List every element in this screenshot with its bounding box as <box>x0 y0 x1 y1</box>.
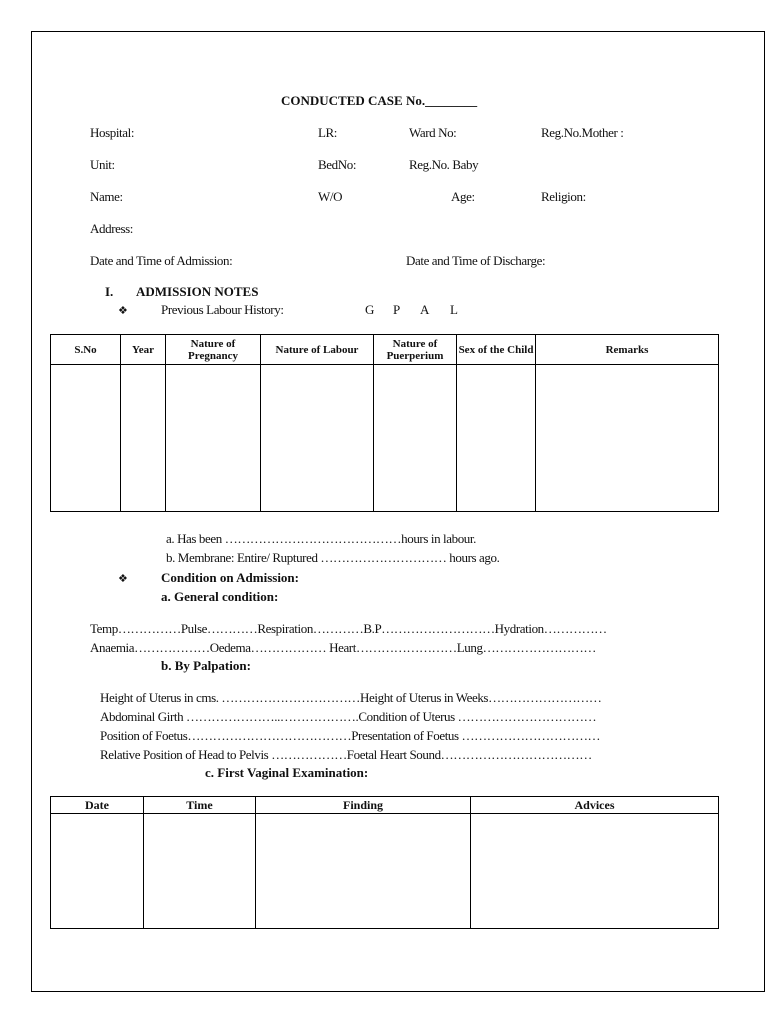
vaginal-exam-table <box>50 796 719 929</box>
age-label: Age: <box>451 189 475 204</box>
table-cell[interactable] <box>374 365 457 512</box>
table-header-row <box>51 797 719 814</box>
diamond-bullet-icon: ❖ <box>118 572 128 585</box>
form-title: CONDUCTED CASE No.________ <box>281 93 478 108</box>
col-sex-child: Sex of the Child <box>457 335 536 365</box>
col-time: Time <box>144 797 256 814</box>
col-nature-pregnancy: Nature of Pregnancy <box>166 335 261 365</box>
section-number: I. <box>105 284 114 299</box>
name-label: Name: <box>90 189 123 204</box>
table-row <box>51 814 719 929</box>
condition-title: Condition on Admission: <box>161 570 299 585</box>
discharge-label: Date and Time of Discharge: <box>406 253 546 268</box>
col-remarks: Remarks <box>536 335 719 365</box>
labour-history-label: Previous Labour History: <box>161 302 284 317</box>
table-cell[interactable] <box>256 814 471 929</box>
table-header-row <box>51 335 719 365</box>
diamond-bullet-icon: ❖ <box>118 304 128 317</box>
reg-mother-label: Reg.No.Mother : <box>541 125 624 140</box>
vaginal-exam-title: c. First Vaginal Examination: <box>205 765 369 780</box>
table-cell[interactable] <box>166 365 261 512</box>
gpal-a: A <box>420 302 430 317</box>
palpation-line-2: Abdominal Girth …………………..……………….Condition of Uterus …………………………… <box>100 709 597 724</box>
unit-label: Unit: <box>90 157 115 172</box>
gpal-p: P <box>393 302 401 317</box>
palpation-line-4: Relative Position of Head to Pelvis ………………Foetal Heart Sound……………………………… <box>100 747 592 762</box>
col-sno: S.No <box>51 335 121 365</box>
admission-label: Date and Time of Admission: <box>90 253 233 268</box>
hospital-label: Hospital: <box>90 125 135 140</box>
palpation-line-1: Height of Uterus in cms. ……………………………Height of Uterus in Weeks……………………… <box>100 690 602 705</box>
table-cell[interactable] <box>144 814 256 929</box>
table-cell[interactable] <box>471 814 719 929</box>
hours-in-labour-line: a. Has been ……………………………………hours in labour. <box>166 531 476 546</box>
table-cell[interactable] <box>261 365 374 512</box>
bed-no-label: BedNo: <box>318 157 357 172</box>
general-condition-line-1: Temp……………Pulse…………Respiration…………B.P………………………Hydration…………… <box>90 621 607 636</box>
table-cell[interactable] <box>51 365 121 512</box>
table-cell[interactable] <box>121 365 166 512</box>
address-label: Address: <box>90 221 134 236</box>
col-advices: Advices <box>471 797 719 814</box>
wo-label: W/O <box>318 189 343 204</box>
palpation-title: b. By Palpation: <box>161 658 251 673</box>
section-title: ADMISSION NOTES <box>136 284 259 299</box>
table-cell[interactable] <box>457 365 536 512</box>
col-nature-labour: Nature of Labour <box>261 335 374 365</box>
ward-no-label: Ward No: <box>409 125 457 140</box>
table-row <box>51 365 719 512</box>
col-year: Year <box>121 335 166 365</box>
labour-history-table <box>50 334 719 512</box>
membrane-line: b. Membrane: Entire/ Ruptured ………………………… hours ago. <box>166 550 500 565</box>
reg-baby-label: Reg.No. Baby <box>409 157 479 172</box>
col-finding: Finding <box>256 797 471 814</box>
general-condition-title: a. General condition: <box>161 589 279 604</box>
gpal-g: G <box>365 302 375 317</box>
gpal-l: L <box>450 302 458 317</box>
col-nature-puerperium: Nature of Puerperium <box>374 335 457 365</box>
lr-label: LR: <box>318 125 338 140</box>
general-condition-line-2: Anaemia………………Oedema……………… Heart……………………Lung……………………… <box>90 640 596 655</box>
palpation-line-3: Position of Foetus…………………………………Presentation of Foetus …………………………… <box>100 728 601 743</box>
table-cell[interactable] <box>51 814 144 929</box>
col-date: Date <box>51 797 144 814</box>
table-cell[interactable] <box>536 365 719 512</box>
religion-label: Religion: <box>541 189 586 204</box>
